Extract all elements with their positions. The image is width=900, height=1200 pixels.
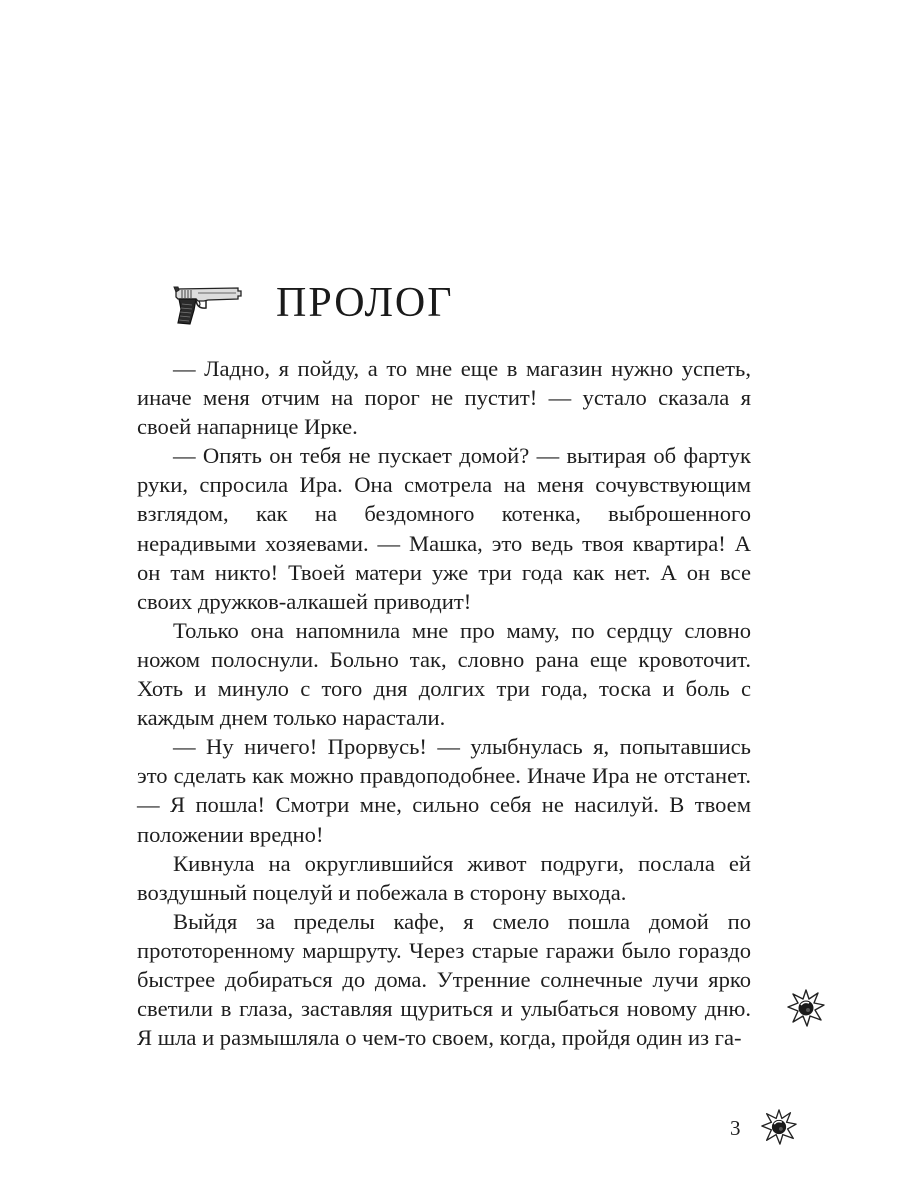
body-text (137, 354, 751, 1052)
paragraph: — Опять он тебя не пускает домой? — вытирая об фартук руки, спросила Ира. Она смотрела на меня сочувствующим взглядом, как на бездомного котенка, выброшенного нерадивыми хозяевами. — Машка, это ведь твоя квартира! А он там никто! Твоей матери уже три года как нет. А он все своих дружков-алкашей приводит! (137, 443, 751, 614)
paragraph: — Ладно, я пойду, а то мне еще в магазин нужно успеть, иначе меня отчим на порог не пустит! — устало сказала я своей напарнице Ирке. (137, 356, 751, 440)
paragraph: Выйдя за пределы кафе, я смело пошла домой по прототоренному маршруту. Через старые гаражи было гораздо быстрее добираться до дома. Утренние солнечные лучи ярко светили в глаза, заставляя щуриться и улыбаться новому дню. Я шла и размышляла о чем-то своем, когда, пройдя один из га- (137, 908, 751, 1051)
bullet-hole-icon (760, 1108, 798, 1146)
pistol-icon (168, 278, 244, 328)
paragraph: — Ну ничего! Прорвусь! — улыбнулась я, попытавшись это сделать как можно правдоподобнее. Иначе Ира не отстанет. — Я пошла! Смотри мне, сильно себя не насилуй. В твоем положении вредно! (137, 734, 751, 847)
page-number: 3 (730, 1116, 741, 1140)
chapter-heading (168, 278, 454, 328)
bullet-hole-icon (786, 988, 826, 1028)
paragraph: Кивнула на округлившийся живот подруги, послала ей воздушный поцелуй и побежала в сторону выхода. (137, 850, 751, 905)
chapter-title: ПРОЛОГ (276, 280, 454, 326)
paragraph: Только она напомнила мне про маму, по сердцу словно ножом полоснули. Больно так, словно рана еще кровоточит. Хоть и минуло с того дня долгих три года, тоска и боль с каждым днем только нарастали. (137, 617, 751, 731)
